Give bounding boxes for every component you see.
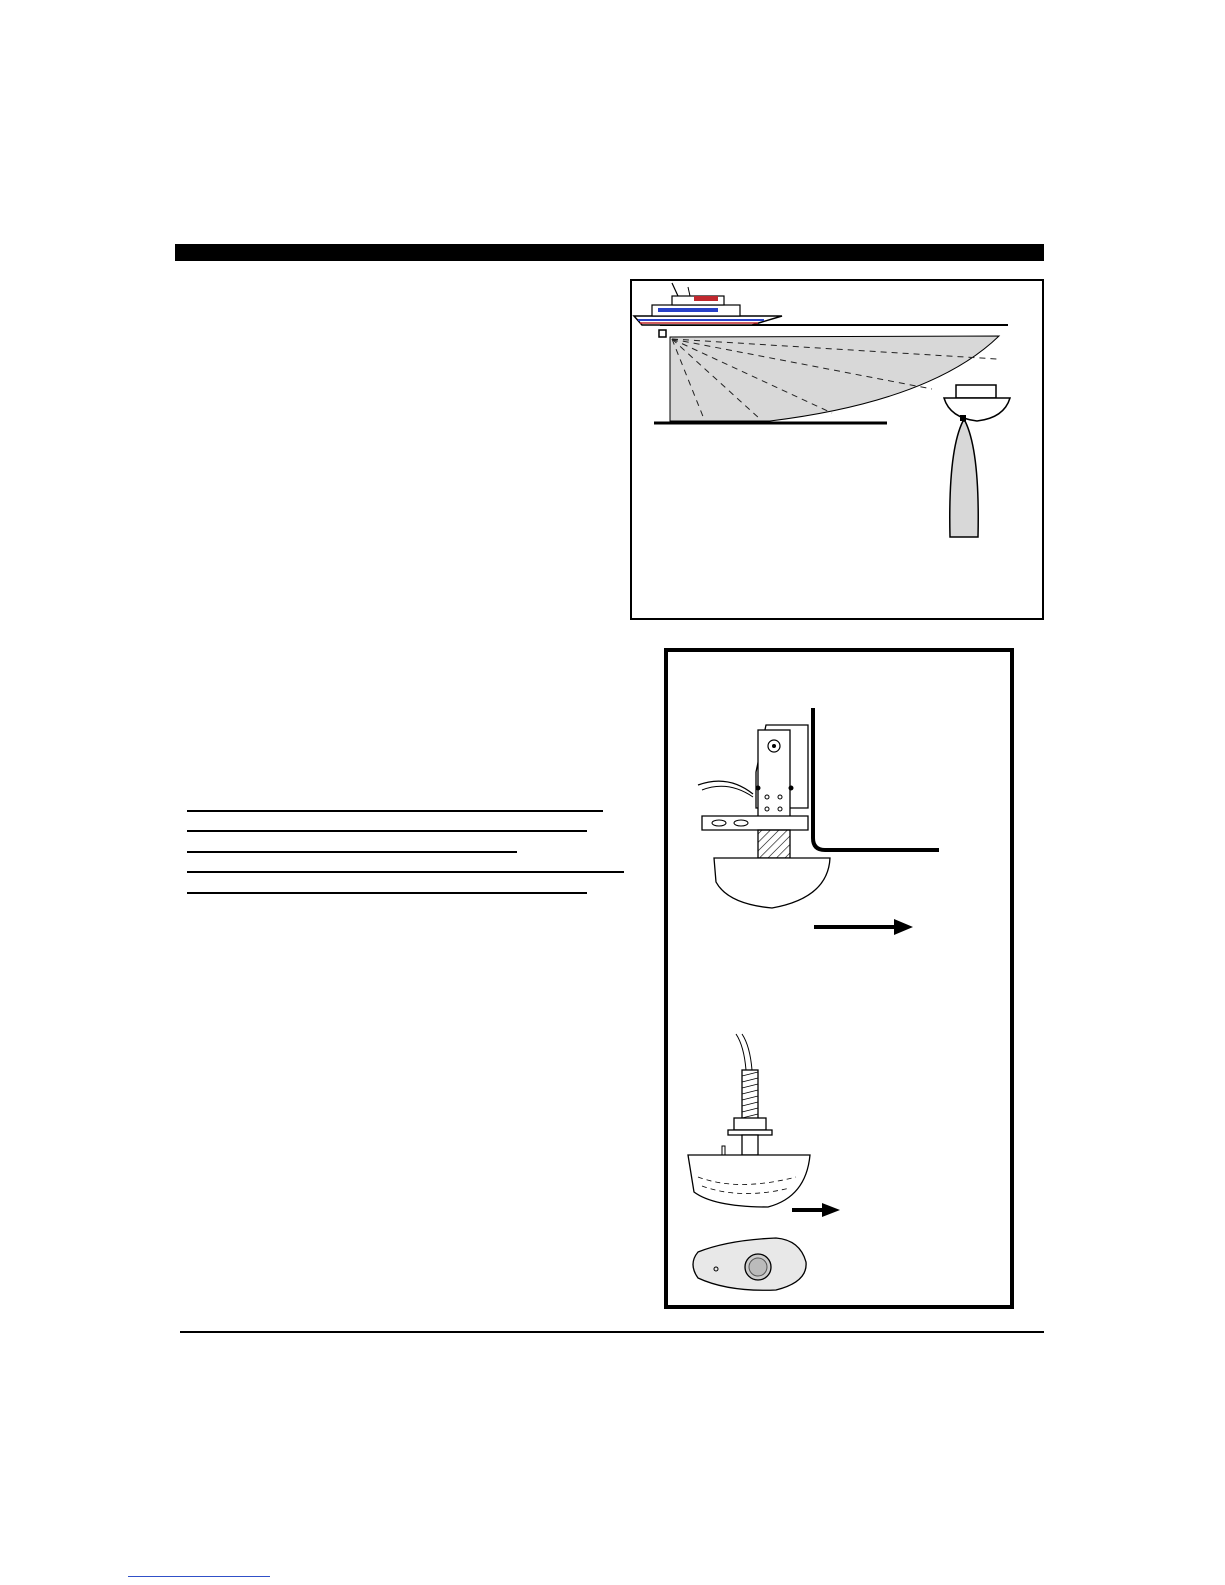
mounting-plate-icon (702, 816, 808, 830)
spacer-block-icon (758, 830, 790, 858)
form-field-line-4[interactable] (187, 871, 624, 873)
hyperlink-underline[interactable] (128, 1576, 270, 1577)
housing-icon (944, 385, 1010, 421)
beam-coverage-svg (632, 281, 1042, 618)
transom-mount-transducer-icon (714, 858, 830, 908)
boat-icon (634, 283, 782, 325)
side-beam-icon (950, 421, 978, 537)
transom-icon (813, 708, 939, 850)
bracket-icon (756, 725, 809, 820)
thru-hull-transducer-icon (688, 1155, 810, 1207)
transducer-mount-svg (668, 652, 1010, 1305)
forward-arrow-icon (814, 919, 913, 935)
forward-arrow-icon (792, 1203, 840, 1217)
transducer-mount-figure (664, 648, 1014, 1309)
threaded-stem-icon (728, 1070, 772, 1155)
form-field-line-2[interactable] (187, 830, 587, 832)
beam-coverage-figure (630, 279, 1044, 620)
cable-icon (702, 786, 753, 797)
transducer-icon (659, 330, 666, 337)
form-field-line-1[interactable] (187, 810, 603, 812)
form-field-line-3[interactable] (187, 851, 517, 853)
sensor-pin-icon (722, 1146, 725, 1155)
footer-rule (180, 1331, 1044, 1333)
header-bar (175, 244, 1044, 261)
transducer-bottom-view-icon (693, 1238, 806, 1290)
form-field-line-5[interactable] (187, 892, 587, 894)
